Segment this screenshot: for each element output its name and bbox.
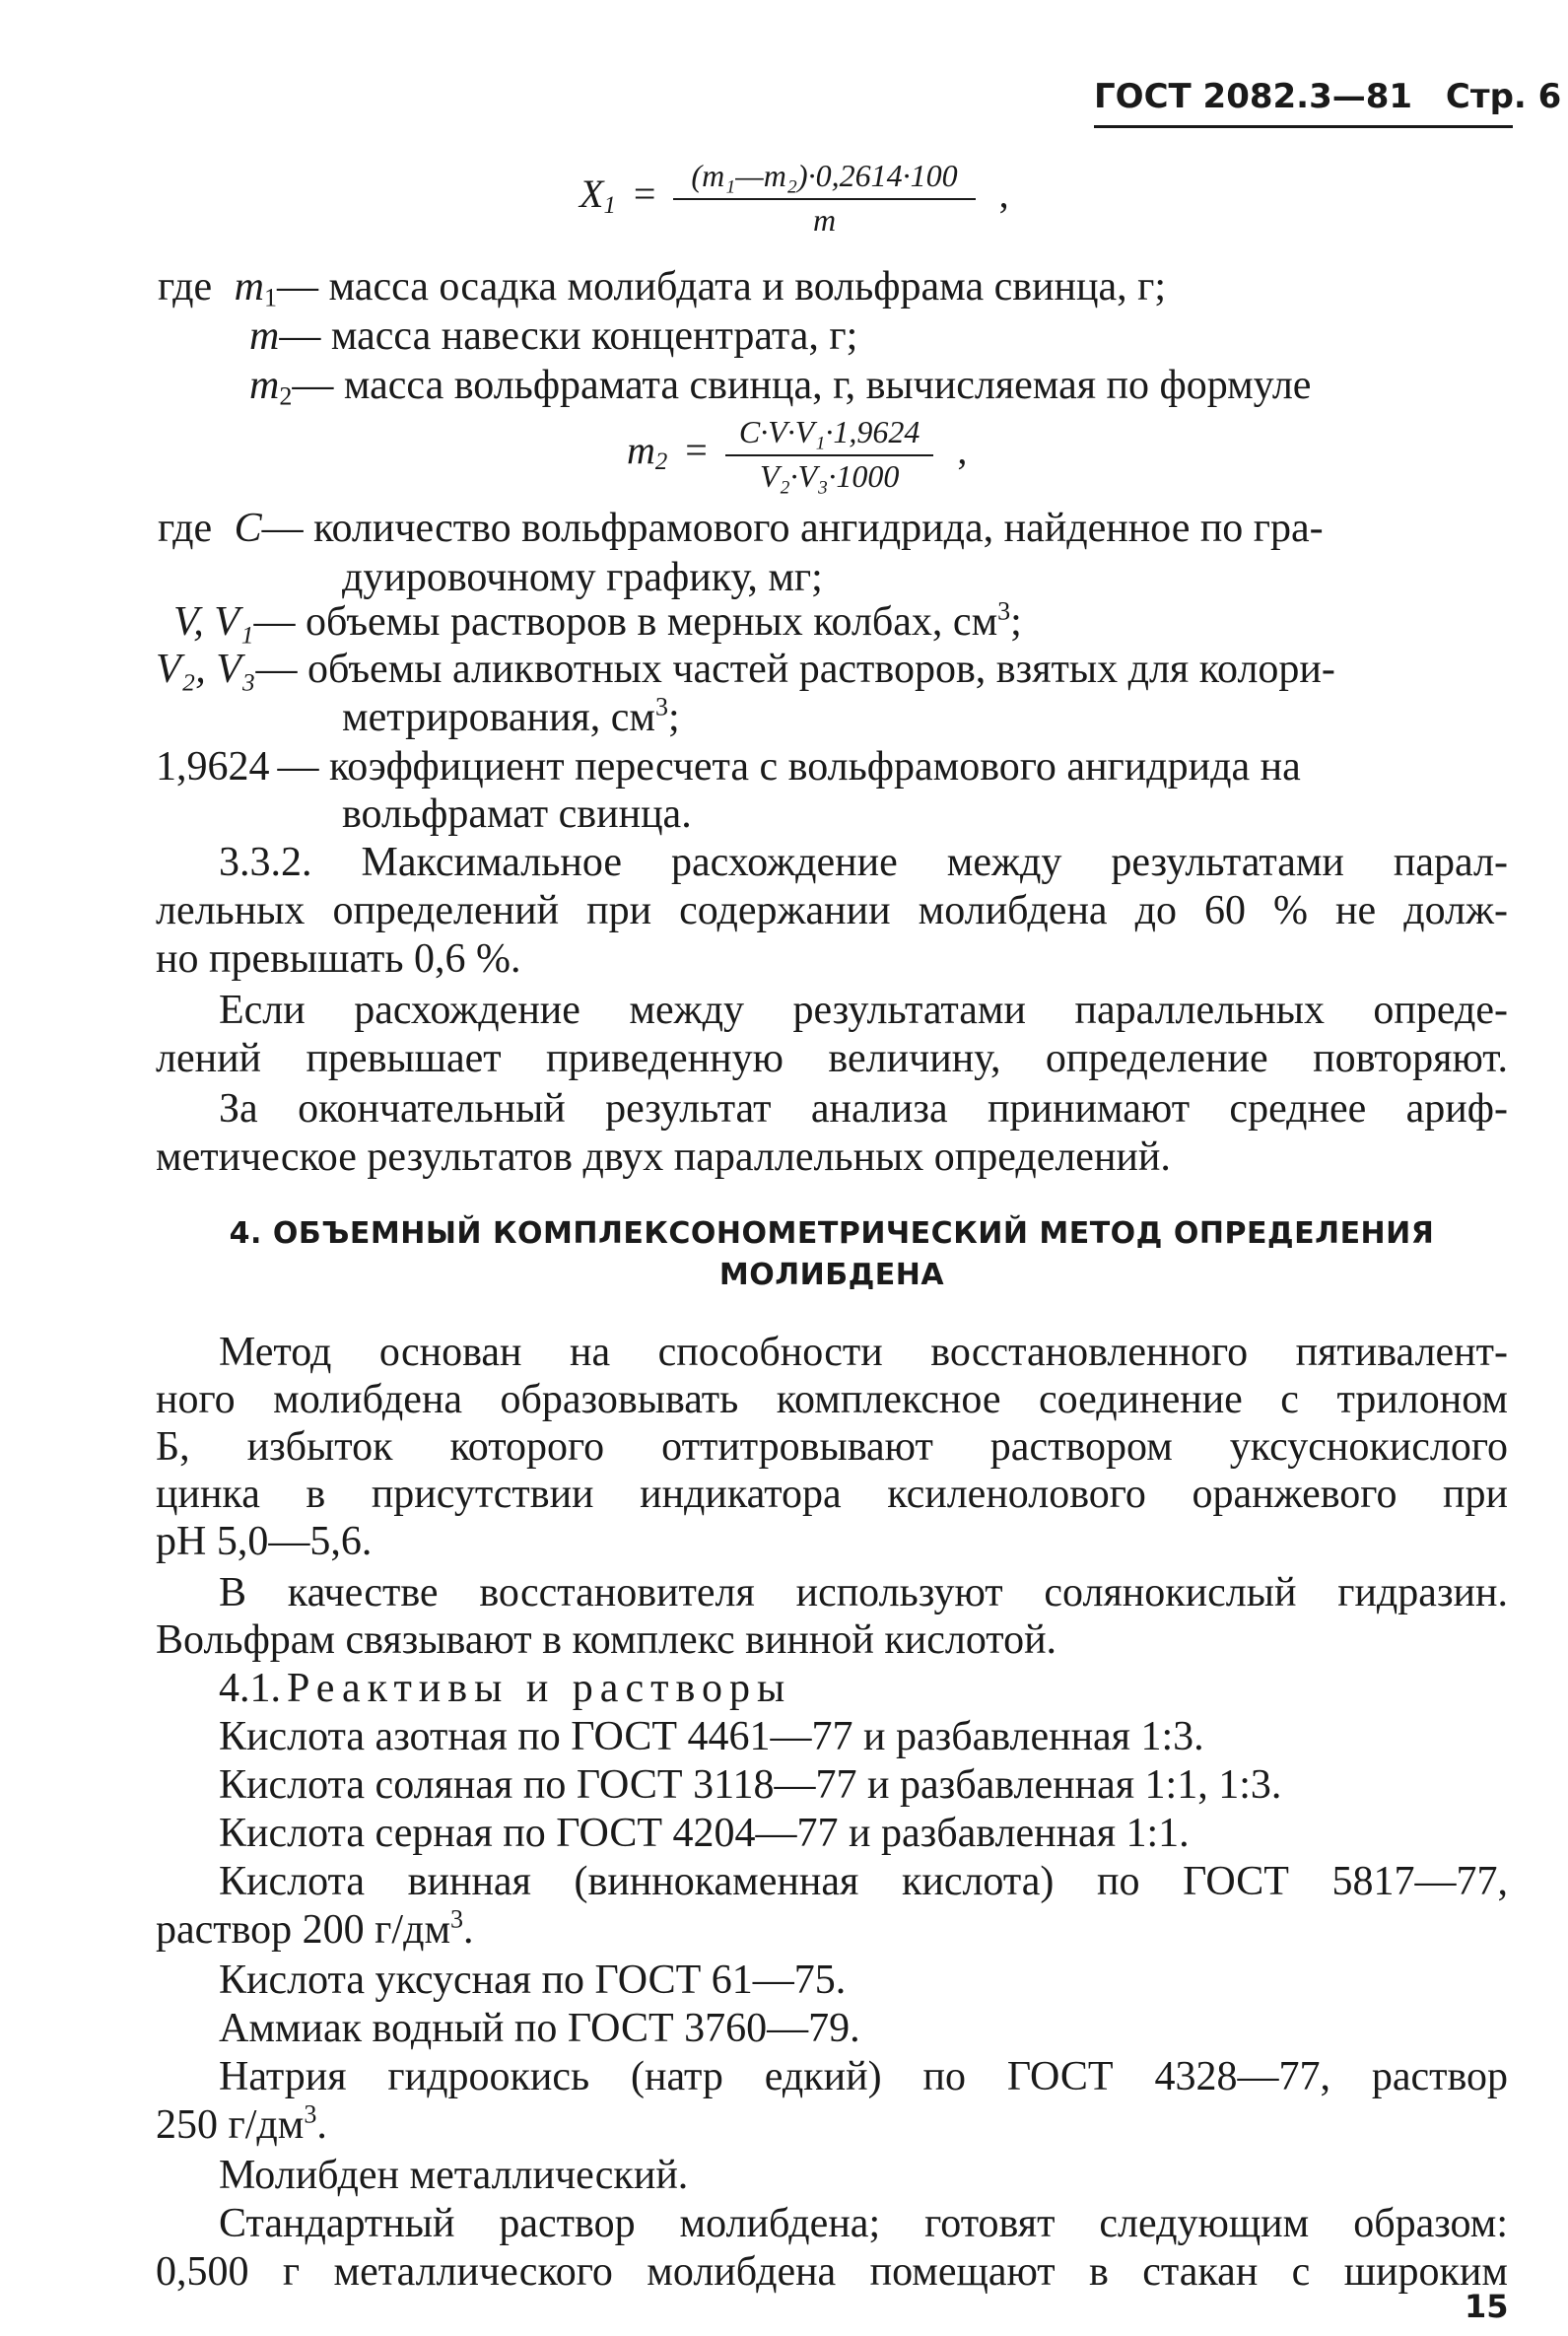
paragraph-reducer-line-1: В качестве восстановителя используют солянокислый гидразин.	[219, 1570, 1508, 1615]
section-4-heading	[156, 1214, 1508, 1295]
paragraph-reducer-line-2: Вольфрам связывают в комплекс винной кислотой.	[156, 1617, 1057, 1663]
paragraph-332-line-1: 3.3.2. Максимальное расхождение между результатами парал-	[219, 840, 1508, 885]
standard-solution-line-2: 0,500 г металлического молибдена помещают в стакан с широким	[156, 2249, 1508, 2295]
formula-m2-denominator: V₂·V₃·1000	[759, 458, 900, 494]
formula-m2-numerator: C·V·V₁·1,9624	[725, 414, 934, 456]
paragraph-discrepancy-line-2: лений превышает приведенную величину, определение повторяют.	[156, 1036, 1508, 1081]
page-number: 15	[1465, 2288, 1509, 2325]
section-4-heading-line-2: МОЛИБДЕНА	[718, 1258, 945, 1292]
where2-row-v23-cont: метрирования, $см^3$;	[342, 692, 680, 740]
where2-row-v: V, V₁— объемы растворов в мерных колбах, $см^3$;	[173, 596, 1022, 645]
reagent-sodium-hydroxide-line-1: Натрия гидроокись (натр едкий) по ГОСТ 4328—77, раствор	[219, 2054, 1508, 2099]
header-standard-title: ГОСТ 2082.3—81	[1094, 77, 1413, 116]
where1-row-m2: $m_2—$ масса вольфрамата свинца, г, вычисляемая по формуле	[249, 363, 1312, 411]
paragraph-method-line-2: ного молибдена образовывать комплексное соединение с трилоном	[156, 1377, 1508, 1422]
reagent-tartaric-acid-line-1: Кислота винная (виннокаменная кислота) по ГОСТ 5817—77,	[219, 1859, 1508, 1904]
reagent-acetic-acid: Кислота уксусная по ГОСТ 61—75.	[219, 1958, 847, 2003]
reagent-nitric-acid: Кислота азотная по ГОСТ 4461—77 и разбавленная 1:3.	[219, 1714, 1204, 1759]
formula-x1-lhs: $X_1$	[579, 172, 616, 220]
formula-x1-numerator: (m₁—m₂)·0,2614·100	[673, 158, 975, 200]
paragraph-332-line-2: лельных определений при содержании молибдена до 60 % не долж-	[156, 888, 1508, 933]
where2-row-c: где C— количество вольфрамового ангидрида, найденное по гра-	[158, 506, 1324, 551]
paragraph-method-line-1: Метод основан на способности восстановленного пятивалент-	[219, 1330, 1508, 1375]
paragraph-method-line-3: Б, избыток которого оттитровывают раствором уксуснокислого	[156, 1424, 1508, 1470]
formula-x1-denominator: m	[812, 202, 837, 238]
where2-row-v23: V₂, V₃— объемы аликвотных частей растворов, взятых для колори-	[156, 647, 1335, 692]
running-header	[1094, 77, 1561, 116]
reagent-sodium-hydroxide-line-2: 250 $г/дм^3$.	[156, 2099, 327, 2148]
paragraph-method-line-4: цинка в присутствии индикатора ксиленолового оранжевого при	[156, 1472, 1508, 1517]
section-4-heading-line-1: 4. ОБЪЕМНЫЙ КОМПЛЕКСОНОМЕТРИЧЕСКИЙ МЕТОД ОПРЕДЕЛЕНИЯ	[229, 1216, 1435, 1251]
reagent-tartaric-acid-line-2: раствор 200 $г/дм^3$.	[156, 1904, 474, 1953]
reagent-molybdenum-metal: Молибден металлический.	[219, 2153, 689, 2198]
formula-x1-fraction	[673, 158, 975, 239]
reagent-hydrochloric-acid: Кислота соляная по ГОСТ 3118—77 и разбавленная 1:1, 1:3.	[219, 1762, 1282, 1808]
where1-row-m1: где $m_1—$ масса осадка молибдата и вольфрама свинца, г;	[158, 264, 1167, 312]
paragraph-method-line-5: рН 5,0—5,6.	[156, 1519, 373, 1564]
header-page-label: Стр. 6	[1445, 77, 1562, 116]
paragraph-discrepancy-line-1: Если расхождение между результатами параллельных опреде-	[219, 988, 1508, 1033]
paragraph-332-line-3: но превышать 0,6 %.	[156, 936, 521, 982]
subsection-4-1-title: 4.1. Реактивы и растворы	[219, 1666, 792, 1711]
formula-m2-comma: ,	[957, 428, 968, 473]
formula-m2-fraction	[725, 414, 934, 495]
formula-x1: $X_1$ = $\frac{\text{(m₁—m₂)·0,2614·100}}{m}$ ,	[579, 158, 1009, 238]
formula-m2-lhs: $m_2$	[627, 428, 668, 476]
reagent-sulfuric-acid: Кислота серная по ГОСТ 4204—77 и разбавленная 1:1.	[219, 1811, 1190, 1856]
formula-m2: $m_2$ = $\frac{\text{C·V·V₁·1,9624}}{\text{V₂·V₃·1000}}$ ,	[627, 414, 968, 494]
formula-x1-comma: ,	[998, 172, 1009, 217]
standard-solution-line-1: Стандартный раствор молибдена; готовят следующим образом:	[219, 2201, 1508, 2246]
reagent-ammonia: Аммиак водный по ГОСТ 3760—79.	[219, 2006, 860, 2051]
paragraph-final-line-1: За окончательный результат анализа принимают среднее ариф-	[219, 1086, 1508, 1132]
where1-row-m: m— масса навески концентрата, г;	[249, 313, 858, 359]
where2-row-c-cont: дуировочному графику, мг;	[342, 555, 823, 600]
where2-row-coefficient-cont: вольфрамат свинца.	[342, 791, 692, 837]
where2-row-coefficient: 1,9624 — коэффициент пересчета с вольфрамового ангидрида на	[156, 744, 1301, 790]
paragraph-final-line-2: метическое результатов двух параллельных определений.	[156, 1134, 1171, 1180]
header-rule	[1094, 125, 1513, 128]
